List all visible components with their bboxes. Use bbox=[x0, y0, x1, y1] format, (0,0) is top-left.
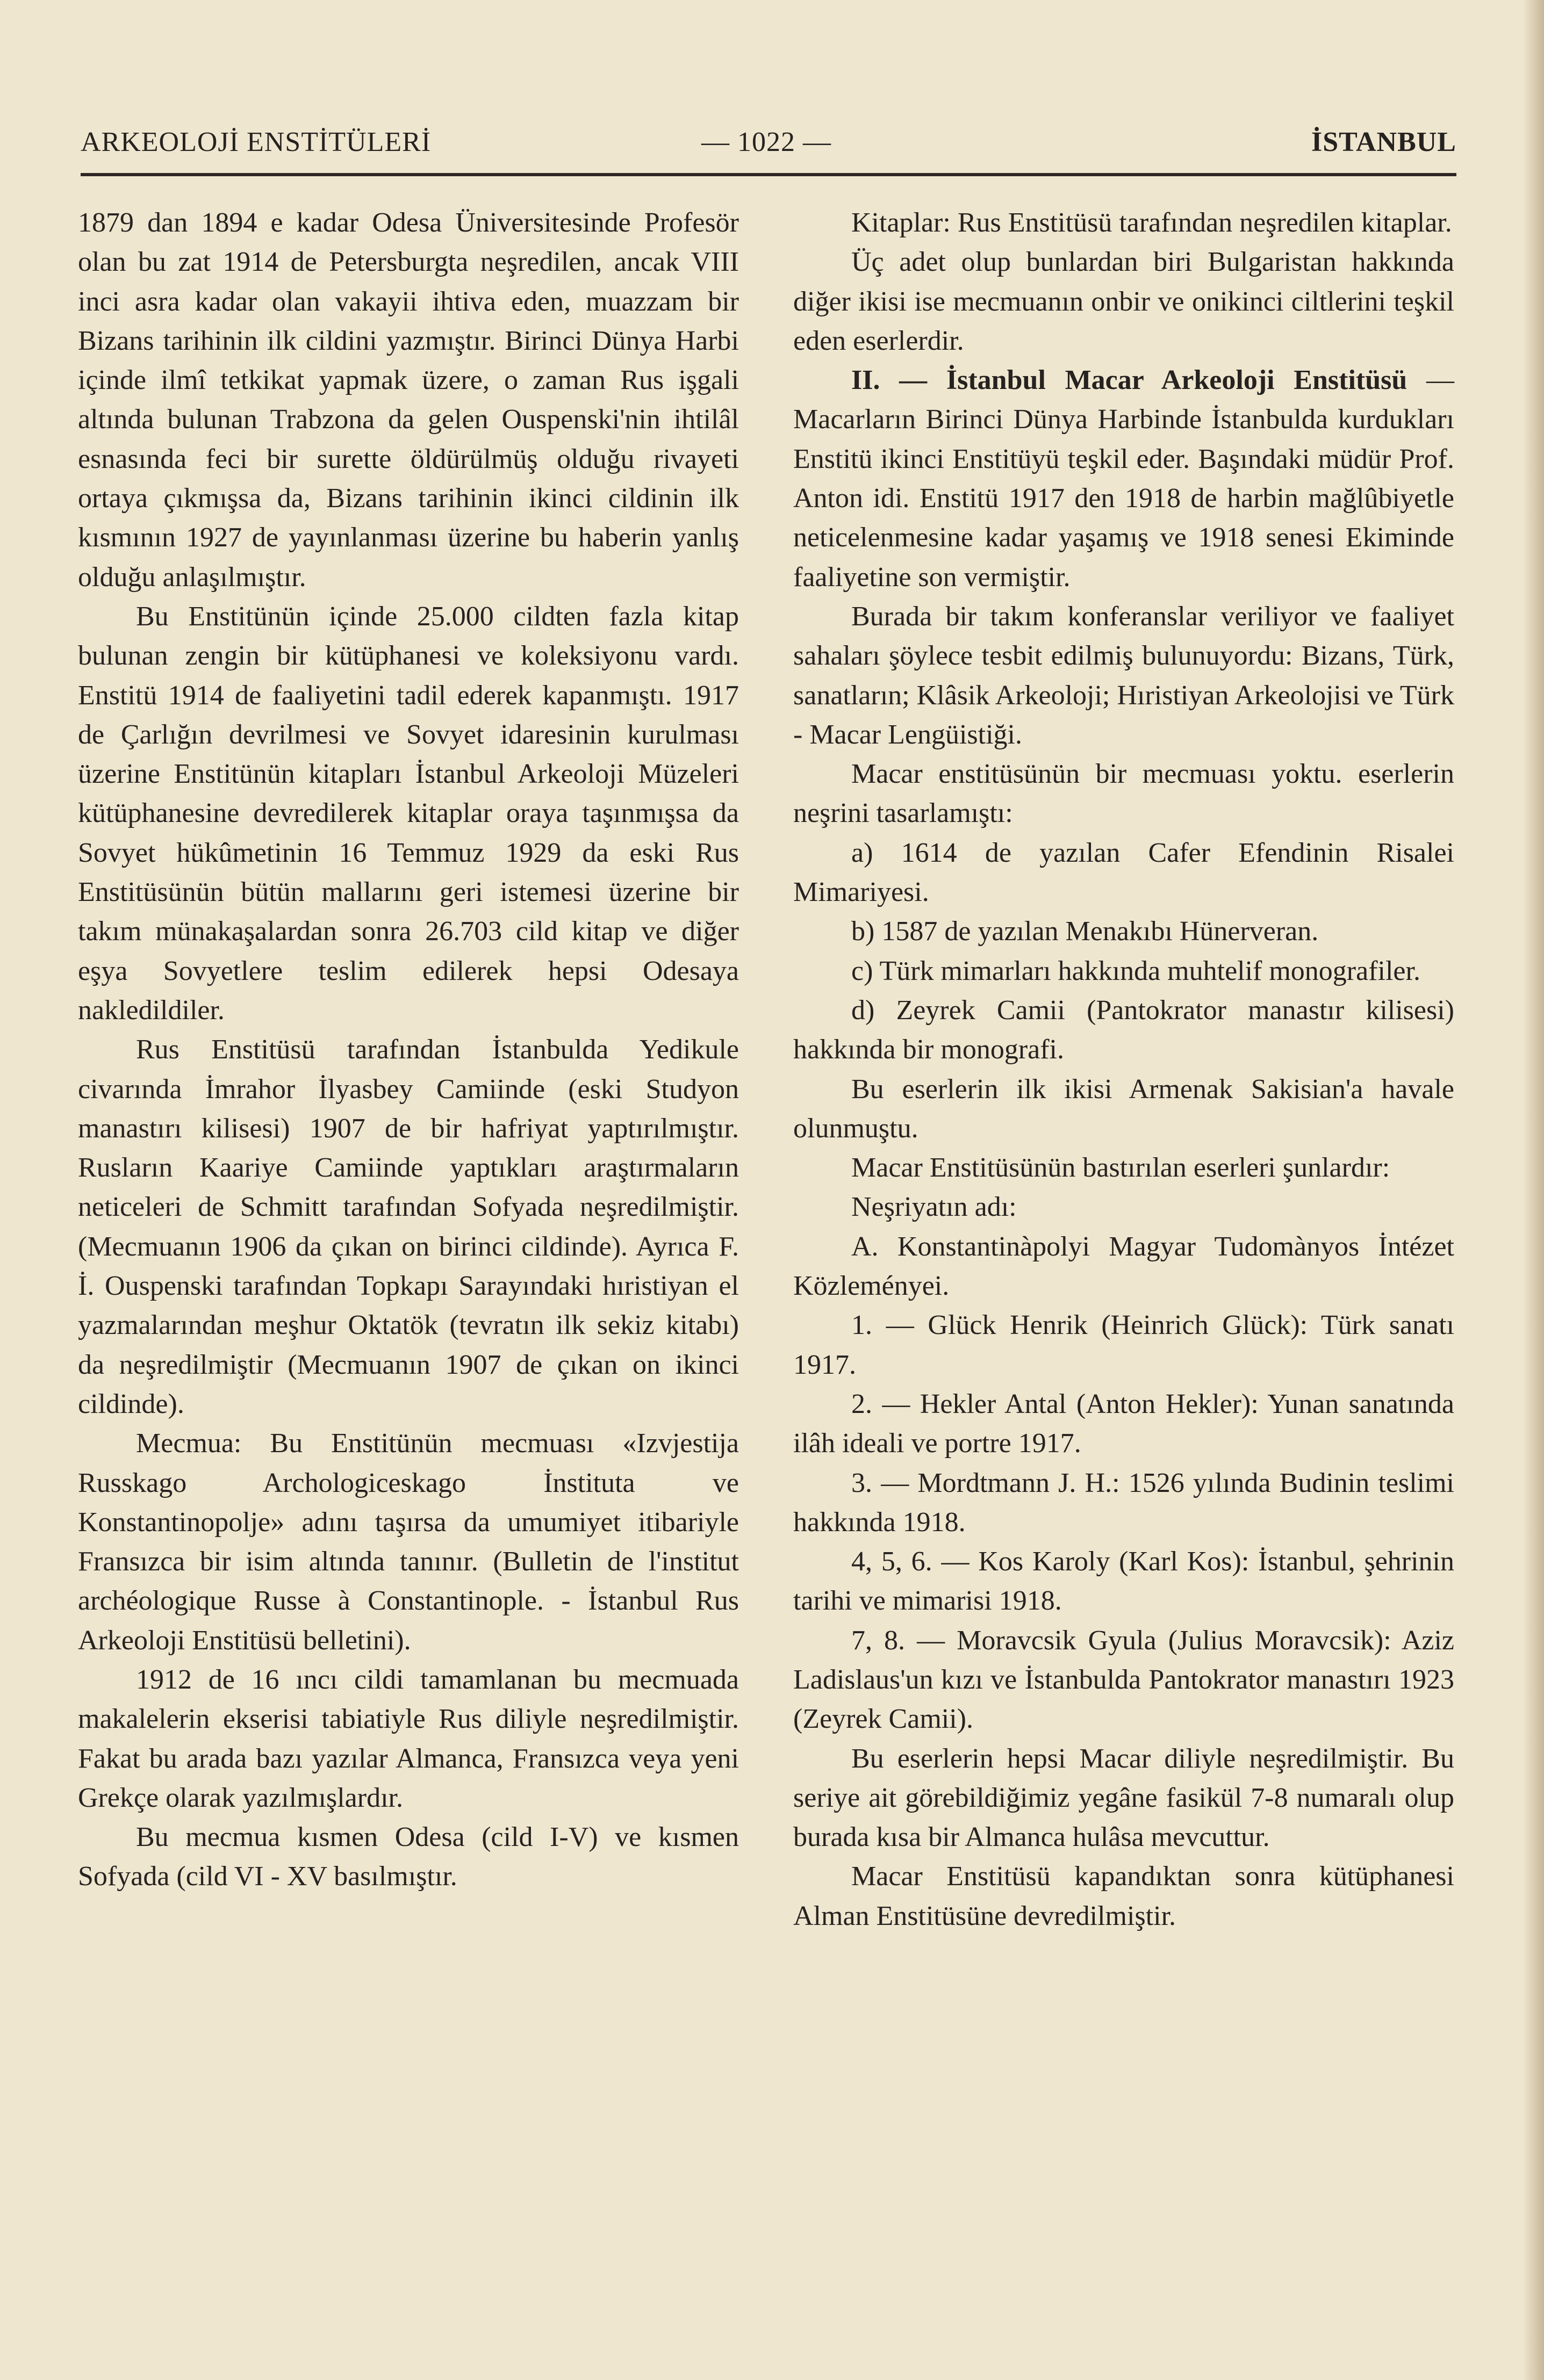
paragraph: Bu mecmua kısmen Odesa (cild I-V) ve kısmen Sofyada (cild VI - XV basılmıştır. bbox=[78, 1822, 739, 1892]
paragraph: Neşriyatın adı: bbox=[851, 1192, 1017, 1223]
paragraph: Kitaplar: Rus Enstitüsü tarafından neşredilen kitaplar. bbox=[851, 207, 1452, 238]
paragraph: Macar Enstitüsünün bastırılan eserleri şunlardır: bbox=[851, 1152, 1390, 1184]
paragraph: Rus Enstitüsü tarafından İstanbulda Yedikule civarında İmrahor İlyasbey Camiinde (eski Studyon manastırı kilisesi) 1907 de bir hafriyat yaptırılmıştır. Rusların Kaariye Camiinde yaptıkları araştırmaların neticeleri de Schmitt tarafından Sofyada neşredilmiştir. (Mecmuanın 1906 da çıkan on birinci cildinde). Ayrıca F. İ. Ouspenski tarafından Topkapı Sarayındaki hıristiyan el yazmalarından meşhur Oktatök (tevratın ilk sekiz kitabı) da neşredilmiştir (Mecmuanın 1907 de çıkan on ikinci cildinde). bbox=[78, 1034, 739, 1419]
list-item: d) Zeyrek Camii (Pantokrator manastır kilisesi) hakkında bir monografi. bbox=[793, 994, 1454, 1065]
section-body: — Macarların Birinci Dünya Harbinde İstanbulda kurdukları Enstitü ikinci Enstitüyü teşkil eder. Başındaki müdür Prof. Anton idi. Enstitü 1917 den 1918 de harbin mağlûbiyetle neticelenmesine kadar yaşamış ve 1918 senesi Ekiminde faaliyetine son vermiştir. bbox=[793, 365, 1455, 593]
paragraph: Burada bir takım konferanslar veriliyor ve faaliyet sahaları şöylece tesbit edilmiş bulunuyordu: Bizans, Türk, sanatların; Klâsik Arkeoloji; Hıristiyan Arkeolojisi ve Türk - Macar Lengüistiği. bbox=[793, 601, 1454, 750]
paragraph: Üç adet olup bunlardan biri Bulgaristan hakkında diğer ikisi ise mecmuanın onbir ve onikinci ciltlerini teşkil eden eserlerdir. bbox=[793, 247, 1454, 356]
section-paragraph bbox=[793, 360, 1454, 597]
section-heading: II. — İstanbul Macar Arkeoloji Enstitüsü bbox=[851, 365, 1407, 396]
paragraph: Macar Enstitüsü kapandıktan sonra kütüphanesi Alman Enstitüsüne devredilmiştir. bbox=[793, 1861, 1454, 1931]
list-item: b) 1587 de yazılan Menakıbı Hünerveran. bbox=[851, 916, 1319, 947]
paragraph: Macar enstitüsünün bir mecmuası yoktu. eserlerin neşrini tasarlamıştı: bbox=[793, 759, 1454, 829]
page-number: — 1022 — bbox=[701, 127, 831, 157]
right-column bbox=[793, 203, 1454, 1936]
paragraph: 1912 de 16 ıncı cildi tamamlanan bu mecmuada makalelerin ekserisi tabiatiyle Rus diliyle neşredilmiştir. Fakat bu arada bazı yazılar Almanca, Fransızca veya yeni Grekçe olarak yazılmışlardır. bbox=[78, 1664, 739, 1813]
page-edge-shadow bbox=[1523, 0, 1544, 2380]
list-item: c) Türk mimarları hakkında muhtelif monografiler. bbox=[851, 955, 1420, 986]
list-item: A. Konstantinàpolyi Magyar Tudomànyos İntézet Közleményei. bbox=[793, 1231, 1454, 1302]
paragraph: Mecmua: Bu Enstitünün mecmuası «Izvjestija Russkago Archologiceskago İnstituta ve Konstantinopolje» adını taşırsa da umumiyet itibariyle Fransızca bir isim altında tanınır. (Bulletin de l'institut archéologique Russe à Constantinople. - İstanbul Rus Arkeoloji Enstitüsü belletini). bbox=[78, 1428, 739, 1656]
left-column bbox=[78, 203, 739, 1896]
header-rule bbox=[81, 173, 1456, 176]
paragraph: Bu eserlerin hepsi Macar diliyle neşredilmiştir. Bu seriye ait görebildiğimiz yegâne fasikül 7-8 numaralı olup burada kısa bir Almanca hulâsa mevcuttur. bbox=[793, 1743, 1454, 1853]
list-item: 4, 5, 6. — Kos Karoly (Karl Kos): İstanbul, şehrinin tarihi ve mimarisi 1918. bbox=[793, 1546, 1454, 1617]
list-item: 7, 8. — Moravcsik Gyula (Julius Moravcsik): Aziz Ladislaus'un kızı ve İstanbulda Pantokrator manastırı 1923 (Zeyrek Camii). bbox=[793, 1625, 1454, 1735]
paragraph: Bu eserlerin ilk ikisi Armenak Sakisian'a havale olunmuştu. bbox=[793, 1073, 1454, 1144]
list-item: a) 1614 de yazılan Cafer Efendinin Risalei Mimariyesi. bbox=[793, 837, 1454, 908]
list-item: 3. — Mordtmann J. H.: 1526 yılında Budinin teslimi hakkında 1918. bbox=[793, 1467, 1454, 1538]
paragraph: Bu Enstitünün içinde 25.000 cildten fazla kitap bulunan zengin bir kütüphanesi ve koleksiyonu vardı. Enstitü 1914 de faaliyetini tadil ederek kapanmıştı. 1917 de Çarlığın devrilmesi ve Sovyet idaresinin kurulması üzerine Enstitünün kitapları İstanbul Arkeoloji Müzeleri kütüphanesine devredilerek kitaplar oraya taşınmışsa da Sovyet hükûmetinin 16 Temmuz 1929 da eski Rus Enstitüsünün bütün mallarını geri istemesi üzerine bir takım münakaşalardan sonra 26.703 cild kitap ve diğer eşya Sovyetlere teslim edilerek hepsi Odesaya nakledildiler. bbox=[78, 601, 739, 1026]
list-item: 2. — Hekler Antal (Anton Hekler): Yunan sanatında ilâh ideali ve portre 1917. bbox=[793, 1388, 1454, 1459]
running-header bbox=[81, 126, 1456, 175]
list-item: 1. — Glück Henrik (Heinrich Glück): Türk sanatı 1917. bbox=[793, 1310, 1454, 1380]
header-section-title: İSTANBUL bbox=[1311, 127, 1456, 157]
paragraph: 1879 dan 1894 e kadar Odesa Üniversitesinde Profesör olan bu zat 1914 de Petersburgta neşredilen, ancak VIII inci asra kadar olan vakayii ihtiva eden, muazzam bir Bizans tarihinin ilk cildini yazmıştır. Birinci Dünya Harbi içinde ilmî tetkikat yapmak üzere, o zaman Rus işgali altında bulunan Trabzona da gelen Ouspenski'nin ihtilâl esnasında feci bir surette öldürülmüş olduğu rivayeti ortaya çıkmışsa da, Bizans tarihinin ikinci cildinin ilk kısmının 1927 de yayınlanması üzerine bu haberin yanlış olduğu anlaşılmıştır. bbox=[78, 207, 739, 593]
header-series-title: ARKEOLOJİ ENSTİTÜLERİ bbox=[81, 127, 432, 157]
